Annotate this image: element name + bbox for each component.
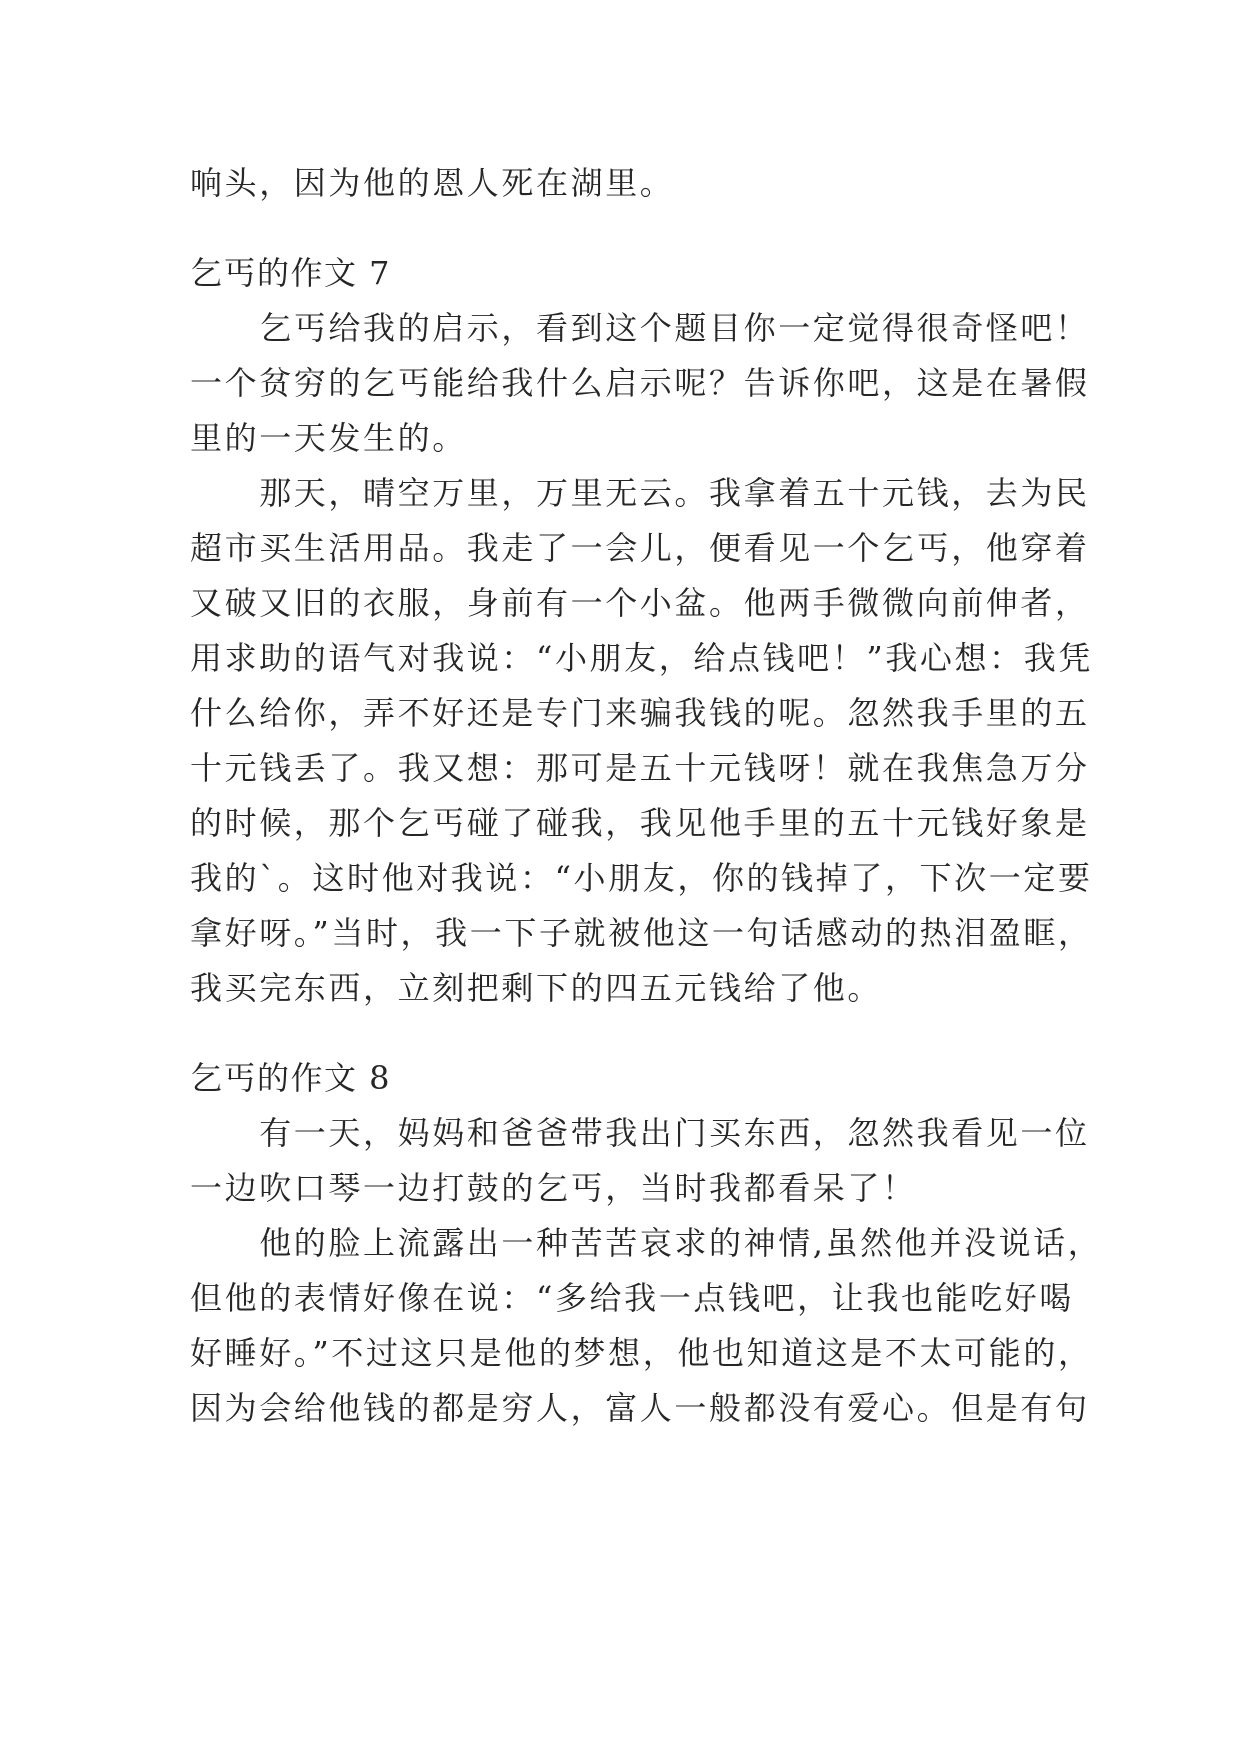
text-line: 用求助的语气对我说：“小朋友，给点钱吧！”我心想：我凭 — [190, 639, 1093, 677]
text-line: 乞丐给我的启示，看到这个题目你一定觉得很奇怪吧！ — [190, 309, 1090, 347]
text-line: 我买完东西，立刻把剩下的四五元钱给了他。 — [190, 969, 883, 1007]
text-line: 一边吹口琴一边打鼓的乞丐，当时我都看呆了！ — [190, 1169, 917, 1207]
text-line: 的时候，那个乞丐碰了碰我，我见他手里的五十元钱好象是 — [190, 804, 1090, 842]
text-line: 一个贫穷的乞丐能给我什么启示呢？告诉你吧，这是在暑假 — [190, 364, 1090, 402]
section-heading: 乞丐的作文 7 — [190, 254, 392, 292]
section-heading: 乞丐的作文 8 — [190, 1059, 392, 1097]
text-line: 拿好呀。”当时，我一下子就被他这一句话感动的热泪盈眶， — [190, 914, 1093, 952]
text-line: 好睡好。”不过这只是他的梦想，他也知道这是不太可能的， — [190, 1334, 1093, 1372]
text-line: 又破又旧的衣服，身前有一个小盆。他两手微微向前伸者， — [190, 584, 1090, 622]
text-line: 他的脸上流露出一种苦苦哀求的神情,虽然他并没说话， — [190, 1224, 1103, 1262]
text-line: 因为会给他钱的都是穷人，富人一般都没有爱心。但是有句 — [190, 1389, 1090, 1427]
text-line: 我的`。这时他对我说：“小朋友，你的钱掉了，下次一定要 — [190, 859, 1093, 897]
text-line: 里的一天发生的。 — [190, 419, 467, 457]
text-line: 什么给你，弄不好还是专门来骗我钱的呢。忽然我手里的五 — [190, 694, 1090, 732]
text-line: 十元钱丢了。我又想：那可是五十元钱呀！就在我焦急万分 — [190, 749, 1090, 787]
text-line: 有一天，妈妈和爸爸带我出门买东西，忽然我看见一位 — [190, 1114, 1090, 1152]
text-line: 超市买生活用品。我走了一会儿，便看见一个乞丐，他穿着 — [190, 529, 1090, 567]
text-line: 响头，因为他的恩人死在湖里。 — [190, 164, 675, 202]
text-line: 但他的表情好像在说：“多给我一点钱吧，让我也能吃好喝 — [190, 1279, 1074, 1317]
text-line: 那天，晴空万里，万里无云。我拿着五十元钱，去为民 — [190, 474, 1090, 512]
